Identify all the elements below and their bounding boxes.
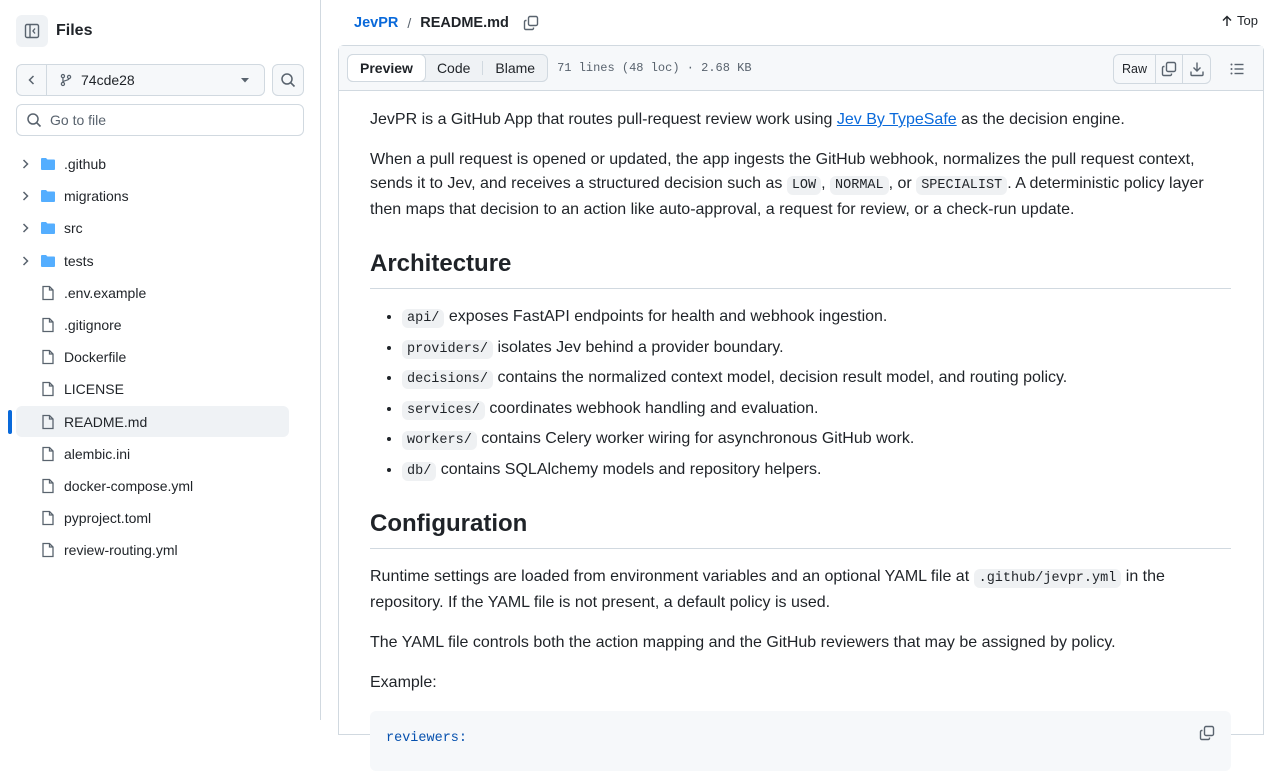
tree-item-label: migrations [64,188,129,205]
heading-configuration: Configuration [370,509,1231,549]
file-icon [40,478,56,494]
tree-item-label: review-routing.yml [64,542,178,559]
readme-content [370,108,1231,771]
chevron-right-icon[interactable] [18,157,32,171]
sidebar-title: Files [56,22,93,39]
inline-code: providers/ [402,340,493,359]
text-span: contains the normalized context model, decision result model, and routing policy. [493,369,1068,386]
tree-file-item[interactable] [0,438,321,470]
tree-item-label: .gitignore [64,316,122,333]
tree-item-label: tests [64,252,94,269]
git-branch-icon [59,73,73,87]
file-tree-sidebar [0,0,321,720]
text-span: JevPR is a GitHub App that routes pull-request review work using [370,111,837,128]
file-icon [40,414,56,430]
list-item [402,397,1231,423]
chevron-right-icon[interactable] [18,254,32,268]
tab-blame[interactable]: Blame [495,60,536,76]
caret-down-icon [240,75,250,85]
tree-file-item[interactable] [0,470,321,502]
text-span: exposes FastAPI endpoints for health and webhook ingestion. [444,308,888,325]
main-content [338,0,1264,746]
file-icon [40,317,56,333]
text-span: When a pull request is opened or updated, the app ingests the GitHub webhook, normalizes the pull request context, sends it to Jev, and receives a structured decision such as [370,151,1195,192]
inline-code: LOW [787,176,821,195]
inline-code: api/ [402,309,444,328]
top-label: Top [1237,13,1258,28]
tree-folder-item[interactable] [0,245,321,277]
file-icon [40,349,56,365]
copy-code-button[interactable] [1199,725,1215,751]
tab-code[interactable]: Code [436,60,471,76]
list-unordered-icon [1229,61,1245,77]
search-icon [280,72,296,88]
file-icon [40,285,56,301]
tree-file-item[interactable] [0,406,321,438]
code-block [370,711,1231,771]
arrow-up-icon [1221,15,1233,27]
download-button[interactable] [1183,55,1210,83]
folder-icon [40,220,56,236]
tab-preview[interactable]: Preview [347,54,426,82]
example-label: Example: [370,673,437,691]
tree-folder-item[interactable] [0,180,321,212]
tree-file-item[interactable] [0,341,321,373]
text-span: as the decision engine. [956,111,1125,128]
readme-paragraph [370,148,1231,222]
file-tree [0,148,321,566]
download-icon [1189,61,1205,77]
tree-item-label: src [64,220,83,237]
text-span: in the repository. If the YAML file is not present, a default policy is used. [370,567,1165,611]
chevron-right-icon[interactable] [18,189,32,203]
inline-code: .github/jevpr.yml [974,569,1122,588]
file-topbar [338,0,1264,45]
breadcrumb [354,15,539,31]
inline-code: decisions/ [402,370,493,389]
tree-item-label: .env.example [64,284,147,301]
tree-folder-item[interactable] [0,212,321,244]
breadcrumb-repo-link[interactable]: JevPR [354,14,399,31]
file-icon [40,446,56,462]
tree-item-label: README.md [64,413,148,430]
branch-row [16,64,304,96]
tree-file-item[interactable] [0,502,321,534]
selected-indicator [8,410,12,434]
chevron-right-icon[interactable] [18,221,32,235]
outline-button[interactable] [1223,55,1251,83]
file-header [339,46,1263,91]
text-span: Runtime settings are loaded from environment variables and an optional YAML file at [370,567,974,585]
readme-paragraph [370,565,1231,615]
file-icon [40,510,56,526]
tree-file-item[interactable] [0,534,321,566]
copy-icon [523,15,539,31]
back-button[interactable] [17,65,47,95]
text-span: coordinates webhook handling and evaluation. [484,399,819,417]
inline-code: SPECIALIST [916,176,1007,195]
folder-icon [40,253,56,269]
text-span: , [821,175,831,192]
tree-file-item[interactable] [0,373,321,405]
text-span: isolates Jev behind a provider boundary. [493,338,784,356]
tree-item-label: LICENSE [64,381,124,398]
inline-code: NORMAL [830,176,889,195]
selected-background [16,406,289,437]
collapse-sidebar-button[interactable] [16,15,48,47]
file-icon [40,381,56,397]
branch-dropdown-button[interactable] [47,72,264,88]
tree-item-label: pyproject.toml [64,510,152,527]
view-mode-tabs [347,54,548,82]
text-span: . A deterministic policy layer then maps that decision to an action like auto-approval, a request for review, or a check-run update. [370,175,1204,218]
breadcrumb-separator: / [407,14,412,31]
file-icon [40,542,56,558]
folder-icon [40,156,56,172]
list-item [402,458,1231,484]
branch-name: 74cde28 [81,72,135,88]
copy-path-button[interactable] [523,15,539,31]
architecture-list [370,305,1231,484]
tree-folder-item[interactable] [0,148,321,180]
folder-icon [40,188,56,204]
search-icon [26,112,42,128]
copy-raw-button[interactable] [1156,55,1183,83]
heading-architecture: Architecture [370,249,1231,289]
text-span: , or [888,175,917,192]
search-button[interactable] [272,64,304,96]
code-line: reviewers: [386,730,468,746]
breadcrumb-file: README.md [420,14,509,31]
inline-code: workers/ [402,431,477,450]
tree-file-item[interactable] [0,309,321,341]
file-action-group [1113,54,1211,84]
chevron-left-icon [26,74,38,86]
text-span: contains Celery worker wiring for asynchronous GitHub work. [476,430,915,447]
file-actions [1113,54,1251,84]
tree-item-label: .github [64,156,107,172]
sidebar-header [16,15,92,47]
tree-item-label: alembic.ini [64,445,131,462]
file-meta: 71 lines (48 loc) · 2.68 KB [557,61,752,75]
list-item [402,336,1231,362]
top-button[interactable] [1221,13,1258,28]
tree-item-label: docker-compose.yml [64,477,194,494]
inline-code: db/ [402,462,436,481]
tree-file-item[interactable] [0,277,321,309]
list-item [402,366,1231,392]
tree-item-label: Dockerfile [64,349,127,366]
go-to-file-field[interactable] [16,104,304,136]
copy-icon [1161,61,1177,77]
readme-paragraph: The YAML file controls both the action mapping and the GitHub reviewers that may be assigned by policy. [370,633,1116,651]
raw-button[interactable]: Raw [1114,55,1156,83]
branch-selector [16,64,265,96]
list-item [402,305,1231,331]
jev-link[interactable]: Jev By TypeSafe [836,111,957,128]
text-span: contains SQLAlchemy models and repository helpers. [436,460,822,478]
go-to-file-input[interactable] [50,112,290,128]
sidebar-collapse-icon [24,23,40,39]
readme-intro [370,108,1231,132]
list-item [402,427,1231,453]
copy-icon [1199,725,1215,741]
inline-code: services/ [402,401,485,420]
